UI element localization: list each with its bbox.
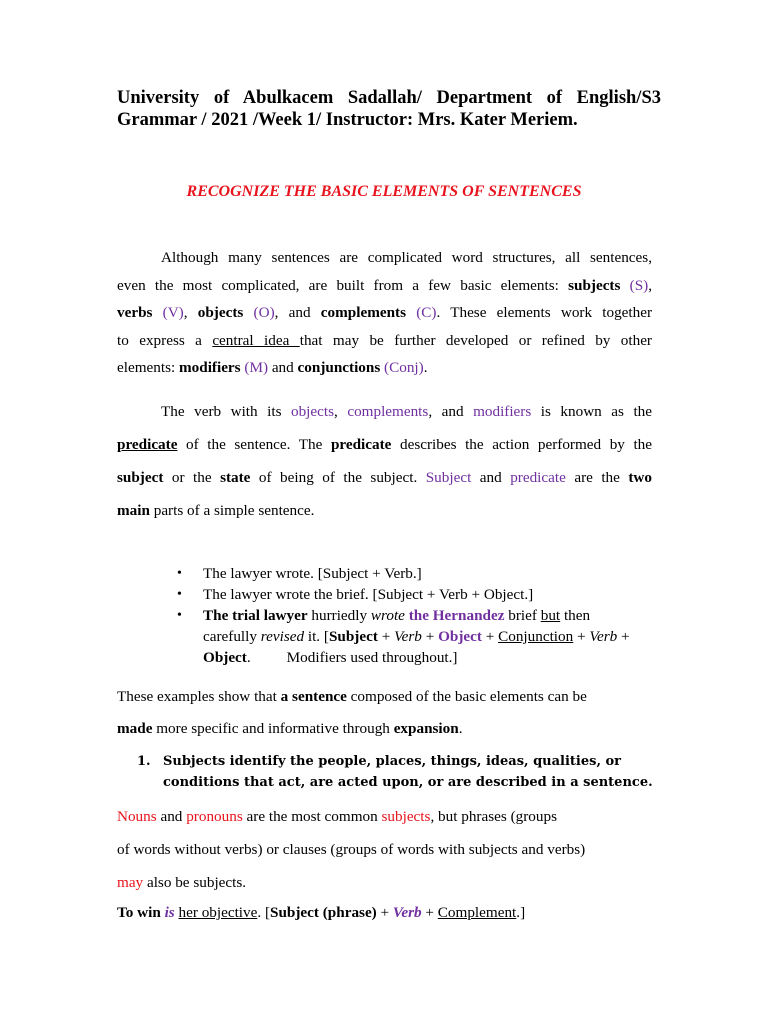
predicate-line-2: predicate of the sentence. The predicate describes the action performed by the [117, 436, 653, 453]
intro-line-5: elements: modifiers (M) and conjunctions (Conj). [117, 359, 428, 376]
list-item: • The lawyer wrote. [Subject + Verb.] [177, 563, 647, 584]
list-item: • The lawyer wrote the brief. [Subject + Verb + Object.] [177, 584, 647, 605]
item-text: Subjects identify the people, places, things, ideas, qualities, or conditions that act, are acted upon, or are described in a sentence. [163, 754, 653, 790]
list-item: • The trial lawyer hurriedly wrote the Hernandez brief but then carefully revised it. [Subject + Verb + Object + Conjunction + Verb + Object. Modifiers used throughout.] [177, 605, 647, 668]
numbered-item-1 [137, 751, 657, 793]
abbr-c: (C) [416, 304, 437, 321]
intro-line-3: verbs (V), objects (O), and complements (C). These elements work together [117, 304, 653, 321]
term-conjunctions: conjunctions [297, 359, 381, 376]
term-objects: objects [197, 304, 244, 321]
abbr-v: (V) [162, 304, 184, 321]
abbr-s: (S) [629, 276, 649, 294]
abbr-conj: (Conj) [384, 359, 424, 376]
predicate-line-3: subject or the state of being of the subject. Subject and predicate are the two [117, 469, 652, 486]
example-list [177, 563, 647, 668]
predicate-line-4: main parts of a simple sentence. [117, 502, 315, 519]
predicate-line-1: The verb with its objects, complements, and modifiers is known as the [161, 403, 652, 420]
header-line-2: Grammar / 2021 /Week 1/ Instructor: Mrs. Kater Meriem. [117, 110, 578, 130]
intro-line-1: Although many sentences are complicated word structures, all sentences, [161, 249, 652, 266]
predicate-paragraph [117, 395, 652, 527]
item-number: 1. [137, 754, 151, 769]
abbr-o: (O) [253, 304, 275, 321]
example-sentence: To win is her objective. [Subject (phrase) + Verb + Complement.] [117, 904, 526, 921]
term-predicate: predicate [117, 436, 178, 453]
intro-line-2: even the most complicated, are built from a few basic elements: subjects (S), [117, 276, 652, 294]
document-title: RECOGNIZE THE BASIC ELEMENTS OF SENTENCES [186, 183, 582, 200]
term-central-idea: central idea [212, 331, 300, 349]
term-verbs: verbs [117, 304, 153, 321]
term-subjects: subjects [568, 276, 621, 294]
intro-paragraph [117, 244, 652, 382]
abbr-m: (M) [244, 359, 269, 376]
nouns-paragraph: Nouns and pronouns are the most common subjects, but phrases (groups of words without verbs) or clauses (groups of words with subjects and verbs) may also be subjects. [117, 808, 586, 891]
term-modifiers: modifiers [179, 359, 241, 376]
term-complements: complements [320, 304, 406, 321]
intro-line-4: to express a central idea that may be further developed or refined by other [117, 331, 652, 349]
expansion-paragraph: These examples show that a sentence composed of the basic elements can be made more specific and informative through expansion. [117, 688, 587, 737]
header-line-1: University of Abulkacem Sadallah/ Department of English/S3 [117, 88, 661, 108]
